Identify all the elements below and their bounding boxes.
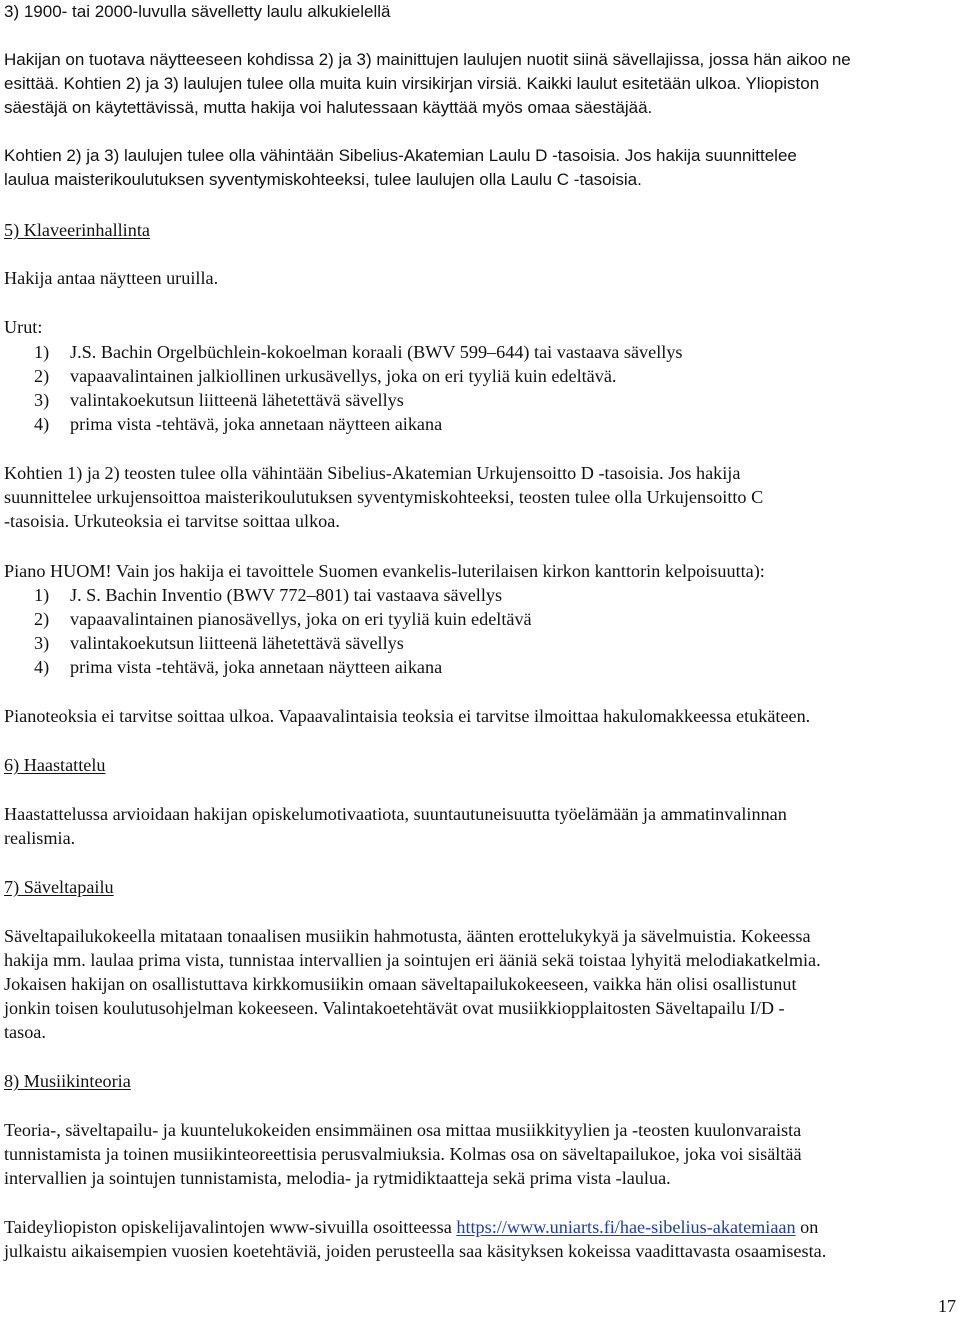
paragraph-line: suunnittelee urkujensoittoa maisterikoulutuksen syventymiskohteeksi, teosten tulee olla Urkujensoitto C [4,487,764,507]
section-5-heading: 5) Klaveerinhallinta [4,220,150,240]
piano-label: Piano HUOM! Vain jos hakija ei tavoittele Suomen evankelis-luterilaisen kirkon kanttorin kelpoisuutta): [4,561,765,581]
paragraph-line: laulua maisterikoulutuksen syventymiskohteeksi, tulee laulujen olla Laulu C -tasoisia. [4,170,642,189]
paragraph-line: tasoa. [4,1022,46,1042]
list-number: 4) [34,414,50,434]
page-number: 17 [938,1296,956,1316]
paragraph-line: esittää. Kohtien 2) ja 3) laulujen tulee olla muita kuin virsikirjan virsiä. Kaikki laulut esitetään ulkoa. Yliopiston [4,74,820,93]
paragraph-line: hakija mm. laulaa prima vista, tunnistaa intervallien ja sointujen eri ääniä sekä toistaa lyhyitä melodiakatkelmia. [4,950,821,970]
link-prefix-text: Taideyliopiston opiskelijavalintojen www-sivuilla osoitteessa [4,1217,457,1237]
list-text: vapaavalintainen jalkiollinen urkusävellys, joka on eri tyyliä kuin edeltävä. [70,366,617,386]
list-text: J. S. Bachin Inventio (BWV 772–801) tai vastaava sävellys [70,585,503,605]
list-text: vapaavalintainen pianosävellys, joka on eri tyyliä kuin edeltävä [70,609,532,629]
list-number: 3) [34,633,50,653]
paragraph-line: realismia. [4,828,76,848]
list-number: 2) [34,366,50,386]
list-number: 3) [34,390,50,410]
urut-label: Urut: [4,317,43,337]
uniarts-link[interactable]: https://www.uniarts.fi/hae-sibelius-akatemiaan [456,1217,796,1237]
list-text: prima vista -tehtävä, joka annetaan näytteen aikana [70,657,443,677]
list-number: 2) [34,609,50,629]
link-paragraph-line [4,1215,818,1239]
list-number: 1) [34,342,50,362]
list-text: valintakoekutsun liitteenä lähetettävä sävellys [70,390,404,410]
paragraph-line: Kohtien 2) ja 3) laulujen tulee olla vähintään Sibelius-Akatemian Laulu D -tasoisia. Jos hakija suunnittelee [4,146,797,165]
section-8-heading: 8) Musiikinteoria [4,1071,131,1091]
link-suffix-text: on [795,1217,819,1237]
item-3-heading: 3) 1900- tai 2000-luvulla sävelletty laulu alkukielellä [4,2,391,21]
list-number: 1) [34,585,50,605]
section-7-heading: 7) Säveltapailu [4,877,114,897]
paragraph-line: Haastattelussa arvioidaan hakijan opiskelumotivaatiota, suuntautuneisuutta työelämään ja ammatinvalinnan [4,804,787,824]
paragraph-line: Säveltapailukokeella mitataan tonaalisen musiikin hahmotusta, äänten erottelukykyä ja sävelmuistia. Kokeessa [4,926,811,946]
paragraph-line: Kohtien 1) ja 2) teosten tulee olla vähintään Sibelius-Akatemian Urkujensoitto D -tasoisia. Jos hakija [4,463,741,483]
section-6-heading: 6) Haastattelu [4,755,106,775]
list-number: 4) [34,657,50,677]
paragraph-line: Teoria-, säveltapailu- ja kuuntelukokeiden ensimmäinen osa mittaa musiikkityylien ja -teosten kuulonvaraista [4,1120,802,1140]
paragraph-line: säestäjä on käytettävissä, mutta hakija voi halutessaan käyttää myös omaa säestäjää. [4,98,653,117]
list-text: J.S. Bachin Orgelbüchlein-kokoelman koraali (BWV 599–644) tai vastaava sävellys [70,342,683,362]
section-5-intro: Hakija antaa näytteen uruilla. [4,268,219,288]
paragraph-line: Hakijan on tuotava näytteeseen kohdissa 2) ja 3) mainittujen laulujen nuotit siinä sävellajissa, jossa hän aikoo ne [4,50,851,69]
paragraph-line: intervallien ja sointujen tunnistamista, melodia- ja rytmidiktaatteja sekä prima vista -laulua. [4,1168,671,1188]
paragraph-line: Jokaisen hakijan on osallistuttava kirkkomusiikin omaan säveltapailukokeeseen, vaikka hän olisi osallistunut [4,974,797,994]
list-text: prima vista -tehtävä, joka annetaan näytteen aikana [70,414,443,434]
list-text: valintakoekutsun liitteenä lähetettävä sävellys [70,633,404,653]
paragraph-line: tunnistamista ja toinen musiikinteoreettisia perusvalmiuksia. Kolmas osa on säveltapailukoe, joka voi sisältää [4,1144,802,1164]
paragraph-line: jonkin toisen koulutusohjelman kokeeseen. Valintakoetehtävät ovat musiikkiopplaitosten Säveltapailu I/D - [4,998,785,1018]
paragraph-line: Pianoteoksia ei tarvitse soittaa ulkoa. Vapaavalintaisia teoksia ei tarvitse ilmoittaa hakulomakkeessa etukäteen. [4,706,811,726]
paragraph-line: -tasoisia. Urkuteoksia ei tarvitse soittaa ulkoa. [4,511,340,531]
paragraph-line: julkaistu aikaisempien vuosien koetehtäviä, joiden perusteella saa käsityksen kokeissa vaadittavasta osaamisesta. [4,1241,827,1261]
